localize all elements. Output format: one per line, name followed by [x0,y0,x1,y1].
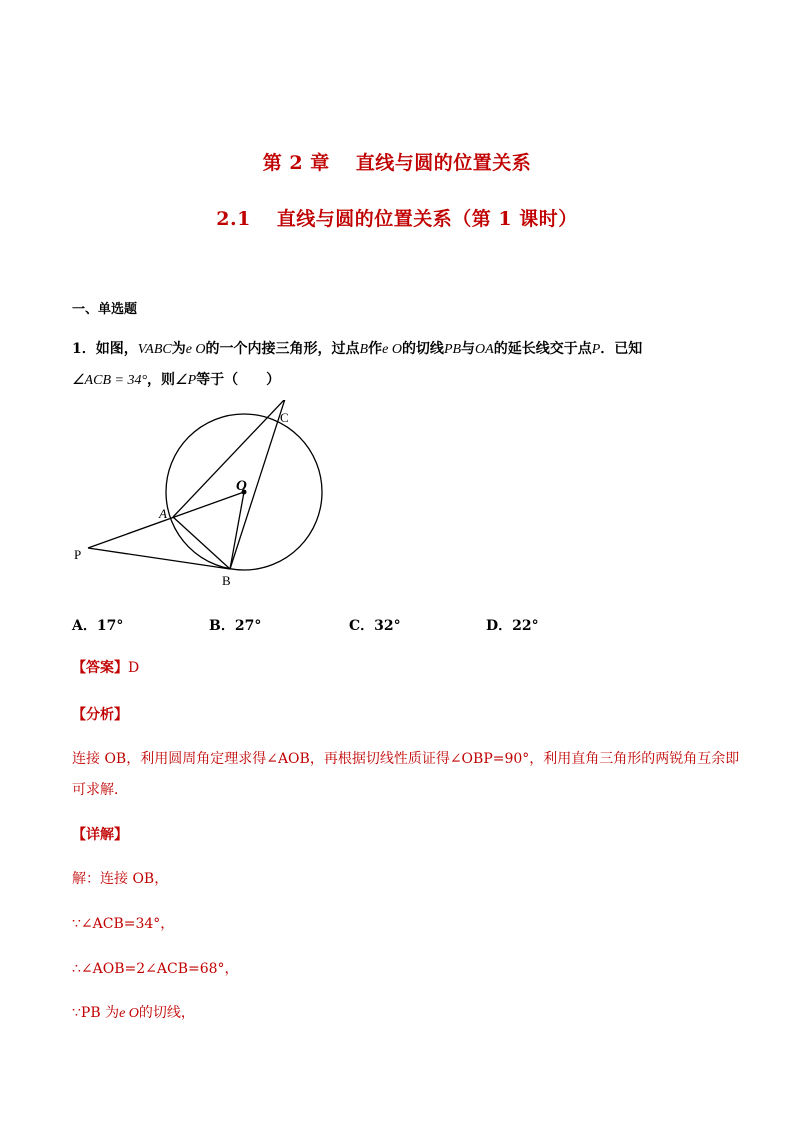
chapter-number: 第 2 章 [262,152,330,174]
answer [72,657,139,677]
label-o: O [236,478,247,494]
option-d: D．22° [486,618,539,634]
analysis-label: 【分析】 [72,707,128,723]
option-b: B．27° [209,618,262,634]
detail-line-2: ∵∠ACB=34°， [72,916,175,932]
question-line-1: 1．如图，VABC为e O的一个内接三角形，过点B作e O的切线PB与OA的延长线交于点P．已知 [72,341,643,357]
segment-pb [88,548,230,569]
geometry-figure [66,400,336,595]
option-a: A．17° [72,618,124,634]
detail-line-3: ∴∠AOB=2∠ACB=68°， [72,961,239,977]
answer-label: 【答案】 [72,660,128,676]
analysis-line-2: 可求解． [72,782,128,798]
analysis-line-1: 连接 OB，利用圆周角定理求得∠AOB，再根据切线性质证得∠OBP=90°，利用直角三角形的两锐角互余即 [72,751,740,767]
label-c: C [280,410,289,425]
question-line-2: ∠ACB = 34°，则∠P等于（ ） [72,372,281,388]
section-heading: 一、单选题 [72,302,138,317]
section-title [0,204,794,231]
label-b: B [222,573,231,588]
label-a: A [159,506,167,521]
section-name: 直线与圆的位置关系（第 1 课时） [276,208,578,230]
detail-line-4: ∵PB 为e O的切线， [72,1005,195,1021]
chapter-name: 直线与圆的位置关系 [355,152,532,174]
detail-label: 【详解】 [72,827,128,843]
answer-value: D [128,660,140,676]
section-number: 2.1 [216,208,251,230]
detail-line-1: 解：连接 OB， [72,871,169,887]
segment-ac [173,400,285,517]
option-c: C．32° [349,618,401,634]
chapter-title [0,148,794,175]
label-p: P [74,547,82,562]
